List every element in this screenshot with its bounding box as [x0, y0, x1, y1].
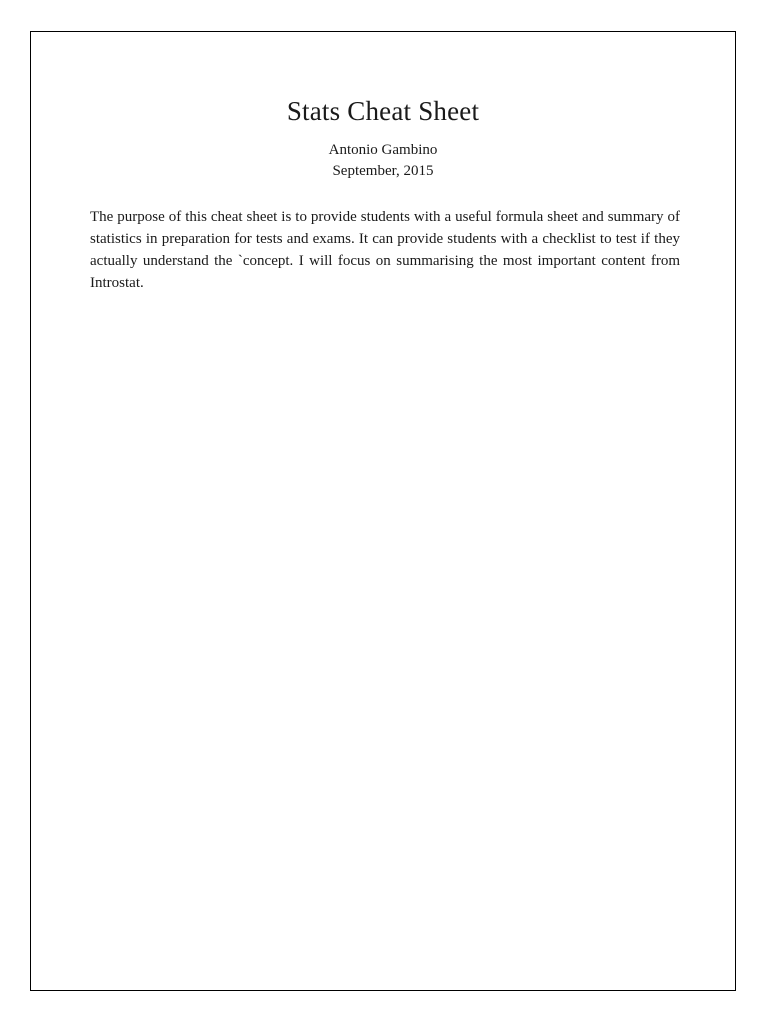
document-title: Stats Cheat Sheet [286, 96, 480, 126]
document-author: Antonio Gambino [328, 142, 438, 158]
document-abstract: The purpose of this cheat sheet is to provide students with a useful formula sheet and summary of statistics in preparation for tests and exams. It can provide students with a checklist to test if they actually understand the `concept. I will focus on summarising the most important content from Introstat. [90, 209, 680, 291]
document-page [30, 31, 736, 991]
document-date: September, 2015 [332, 163, 434, 179]
